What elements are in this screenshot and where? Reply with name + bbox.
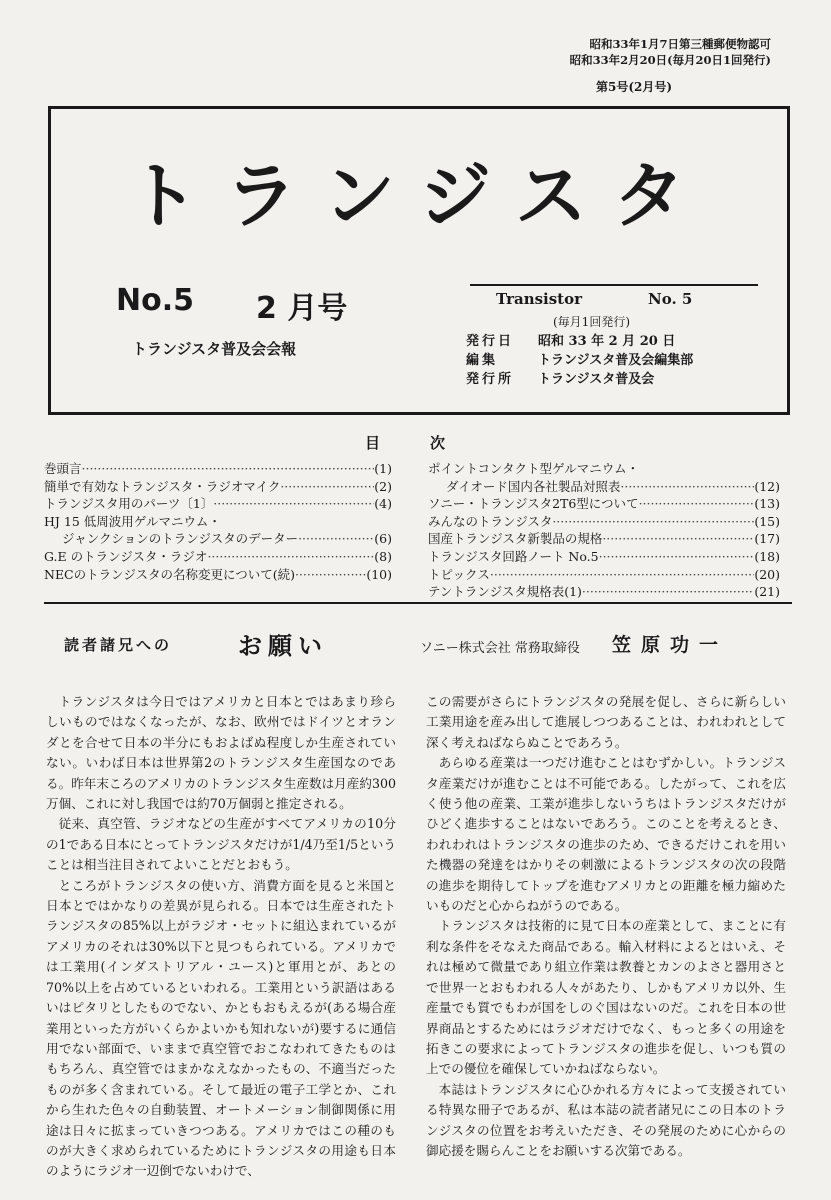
- toc-left-column: [44, 460, 392, 583]
- article-title-prefix: 読者諸兄への: [64, 636, 173, 654]
- toc-entry[interactable]: [44, 460, 392, 478]
- toc-page: (20): [754, 566, 780, 582]
- article-paragraph: ところがトランジスタの使い方、消費方面を見ると米国と日本とではかなりの差異が見られる。日本では生産されたトランジスタの85%以上がラジオ・セットに組込まれているがアメリカのそれは30%以下と見つもられている。アメリカでは工業用(インダストリアル・ユース)と軍用とが、あとの70%以上を占めているといわれる。工業用という訳語はあるいはピタリとしたものでない、かともおもえるが(ある場合産業用といった方がいくらかよいかも知れないが)要するに通信用でない部面で、いままで真空管でおこなわれてきたものはもちろん、真空管ではまかなえなかったもの、不適当だったものが多く含まれている。そして最近の電子工学とか、これから生れた色々の自動装置、オートメーション制御関係に用途は日々に拡まっていきつつある。アメリカではこの種のものが大きく求められているためにトランジスタの用途も日本のようにラジオ一辺倒でないわけで、: [46, 877, 396, 1179]
- toc-entry[interactable]: [428, 478, 780, 496]
- info-value: 昭和 33 年 2 月 20 日: [538, 334, 676, 349]
- toc-title: 国産トランジスタ新製品の規格: [428, 531, 603, 547]
- toc-entry[interactable]: [428, 548, 780, 566]
- toc-title: トランジスタ回路ノート No.5: [428, 548, 599, 564]
- toc-entry[interactable]: [428, 460, 780, 478]
- toc-title: トピックス: [428, 566, 490, 582]
- association-bulletin: トランジスタ普及会会報: [132, 340, 297, 358]
- toc-title: NECのトランジスタの名称変更について(続): [44, 566, 295, 582]
- article-left-column: [46, 692, 396, 1182]
- toc-title: テントランジスタ規格表(1): [428, 584, 582, 600]
- toc-page: (1): [374, 461, 392, 476]
- toc-title: みんなのトランジスタ: [428, 513, 553, 529]
- info-label: 発行日: [466, 334, 515, 349]
- author-name: 笠原功一: [612, 634, 729, 656]
- toc-entry[interactable]: [428, 495, 780, 513]
- toc-page: (17): [754, 531, 780, 547]
- toc-entry[interactable]: [428, 513, 780, 531]
- info-frequency: (毎月1回発行): [553, 315, 630, 329]
- info-row-editor: [466, 349, 693, 368]
- article-title: お願い: [238, 632, 328, 660]
- toc-page: (12): [754, 478, 780, 494]
- info-name-en: Transistor: [496, 290, 583, 308]
- article-paragraph: あらゆる産業は一つだけ進むことはむずかしい。トランジスタ産業だけが進むことは不可能である。したがって、これを広く使う他の産業、工業が進歩しないうちはトランジスタだけがひどく進歩することはないであろう。このことを考えるとき、われわれはトランジスタの進歩のため、できるだけこれを用いた機器の発達をはかりその刺激によるトランジスタの次の段階の進歩を期待してトップを進むアメリカとの距離を極力縮めたいものだと心からねがうのである。: [426, 755, 786, 914]
- info-row-date: [466, 330, 675, 349]
- toc-entry[interactable]: [428, 530, 780, 548]
- postal-line-2: 昭和33年2月20日(毎月20日1回発行): [569, 53, 771, 67]
- toc-entry[interactable]: [44, 530, 392, 548]
- toc-title: トランジスタ用のパーツ〔1〕: [44, 496, 214, 512]
- article-right-column: [426, 692, 786, 1161]
- toc-page: (13): [754, 496, 780, 512]
- toc-entry[interactable]: [44, 566, 392, 584]
- article-paragraph: トランジスタは今日ではアメリカと日本とではあまり珍らしいものではなくなったが、なお、欧州ではドイツとオランダとを合せて日本の半分にもおよばぬ程度しか生産されていない。いわば日本は世界第2のトランジスタ生産国なのである。昨年末ころのアメリカのトランジスタ生産数は月産約300万個、これに対し我国では約70万個弱と推定される。: [46, 694, 396, 812]
- toc-entry[interactable]: [44, 513, 392, 531]
- info-value: トランジスタ普及会: [538, 372, 655, 387]
- author-affiliation: ソニー株式会社 常務取締役: [420, 641, 580, 656]
- toc-title: ポイントコンタクト型ゲルマニウム・: [428, 461, 640, 476]
- toc-entry[interactable]: [44, 478, 392, 496]
- info-row-publisher: [466, 368, 654, 387]
- toc-page: (21): [754, 584, 780, 600]
- toc-page: (6): [374, 531, 392, 547]
- issue-number-top: 第5号(2月号): [596, 80, 673, 94]
- info-value: トランジスタ普及会編集部: [538, 353, 694, 368]
- info-label: 発行所: [466, 372, 515, 387]
- info-label: 編集: [466, 353, 499, 368]
- toc-title: ジャンクションのトランジスタのデーター: [62, 531, 299, 547]
- info-number: No. 5: [648, 290, 693, 308]
- toc-page: (4): [374, 496, 392, 512]
- toc-page: (10): [366, 566, 392, 582]
- toc-title: HJ 15 低周波用ゲルマニウム・: [44, 513, 221, 529]
- toc-entry[interactable]: [44, 495, 392, 513]
- toc-page: (18): [754, 548, 780, 564]
- toc-entry[interactable]: [428, 566, 780, 584]
- article-paragraph: この需要がさらにトランジスタの発展を促し、さらに新らしい工業用途を産み出して進展しつつあることは、われわれとして深く考えねばならぬことであろう。: [426, 694, 786, 750]
- toc-title: 巻頭言: [44, 461, 82, 476]
- publication-info-rule: [470, 284, 758, 286]
- toc-title: 簡単で有効なトランジスタ・ラジオマイク: [44, 478, 281, 494]
- toc-page: (8): [374, 548, 392, 564]
- article-paragraph: 本誌はトランジスタに心ひかれる方々によって支援されている特異な冊子であるが、私は本誌の読者諸兄にこの日本のトランジスタの位置をお考えいただき、その発展のために心からの御応援を賜らんことをお願いする次第である。: [426, 1081, 786, 1158]
- toc-right-column: [428, 460, 780, 601]
- toc-title: ダイオード国内各社製品対照表: [446, 478, 621, 494]
- toc-entry[interactable]: [44, 548, 392, 566]
- section-divider: [44, 602, 792, 604]
- issue-month: 2 月号: [256, 291, 348, 326]
- toc-page: (15): [754, 513, 780, 529]
- postal-notice: [570, 36, 771, 68]
- article-paragraph: 従来、真空管、ラジオなどの生産がすべてアメリカの10分の1である日本にとってトランジスタだけが1/4乃至1/5ということは相当注目されてよいことだとおもう。: [46, 816, 396, 873]
- toc-title: ソニー・トランジスタ2T6型について: [428, 496, 639, 512]
- issue-number: No.5: [116, 283, 194, 318]
- toc-page: (2): [374, 478, 392, 494]
- toc-entry[interactable]: [428, 583, 780, 601]
- toc-heading: 目次: [365, 434, 496, 452]
- article-paragraph: トランジスタは技術的に見て日本の産業として、まことに有利な条件をそなえた商品である。輸入材料によるとはいえ、それは極めて微量であり組立作業は教養とカンのよさと器用さとで世界一とおもわれる人々があたり、しかもアメリカ以外、生産量でも質でもわが国をしのぐ国はないのだ。これを日本の世界商品とするためにはラジオだけでなく、もっと多くの用途を拓きこの要求によってトランジスタの進歩を促し、いつも質の上での優位を確保していかねばならない。: [426, 918, 786, 1077]
- postal-line-1: 昭和33年1月7日第三種郵便物認可: [589, 37, 771, 51]
- toc-title: G.E のトランジスタ・ラジオ: [44, 548, 208, 564]
- magazine-title: トランジスタ: [126, 154, 712, 238]
